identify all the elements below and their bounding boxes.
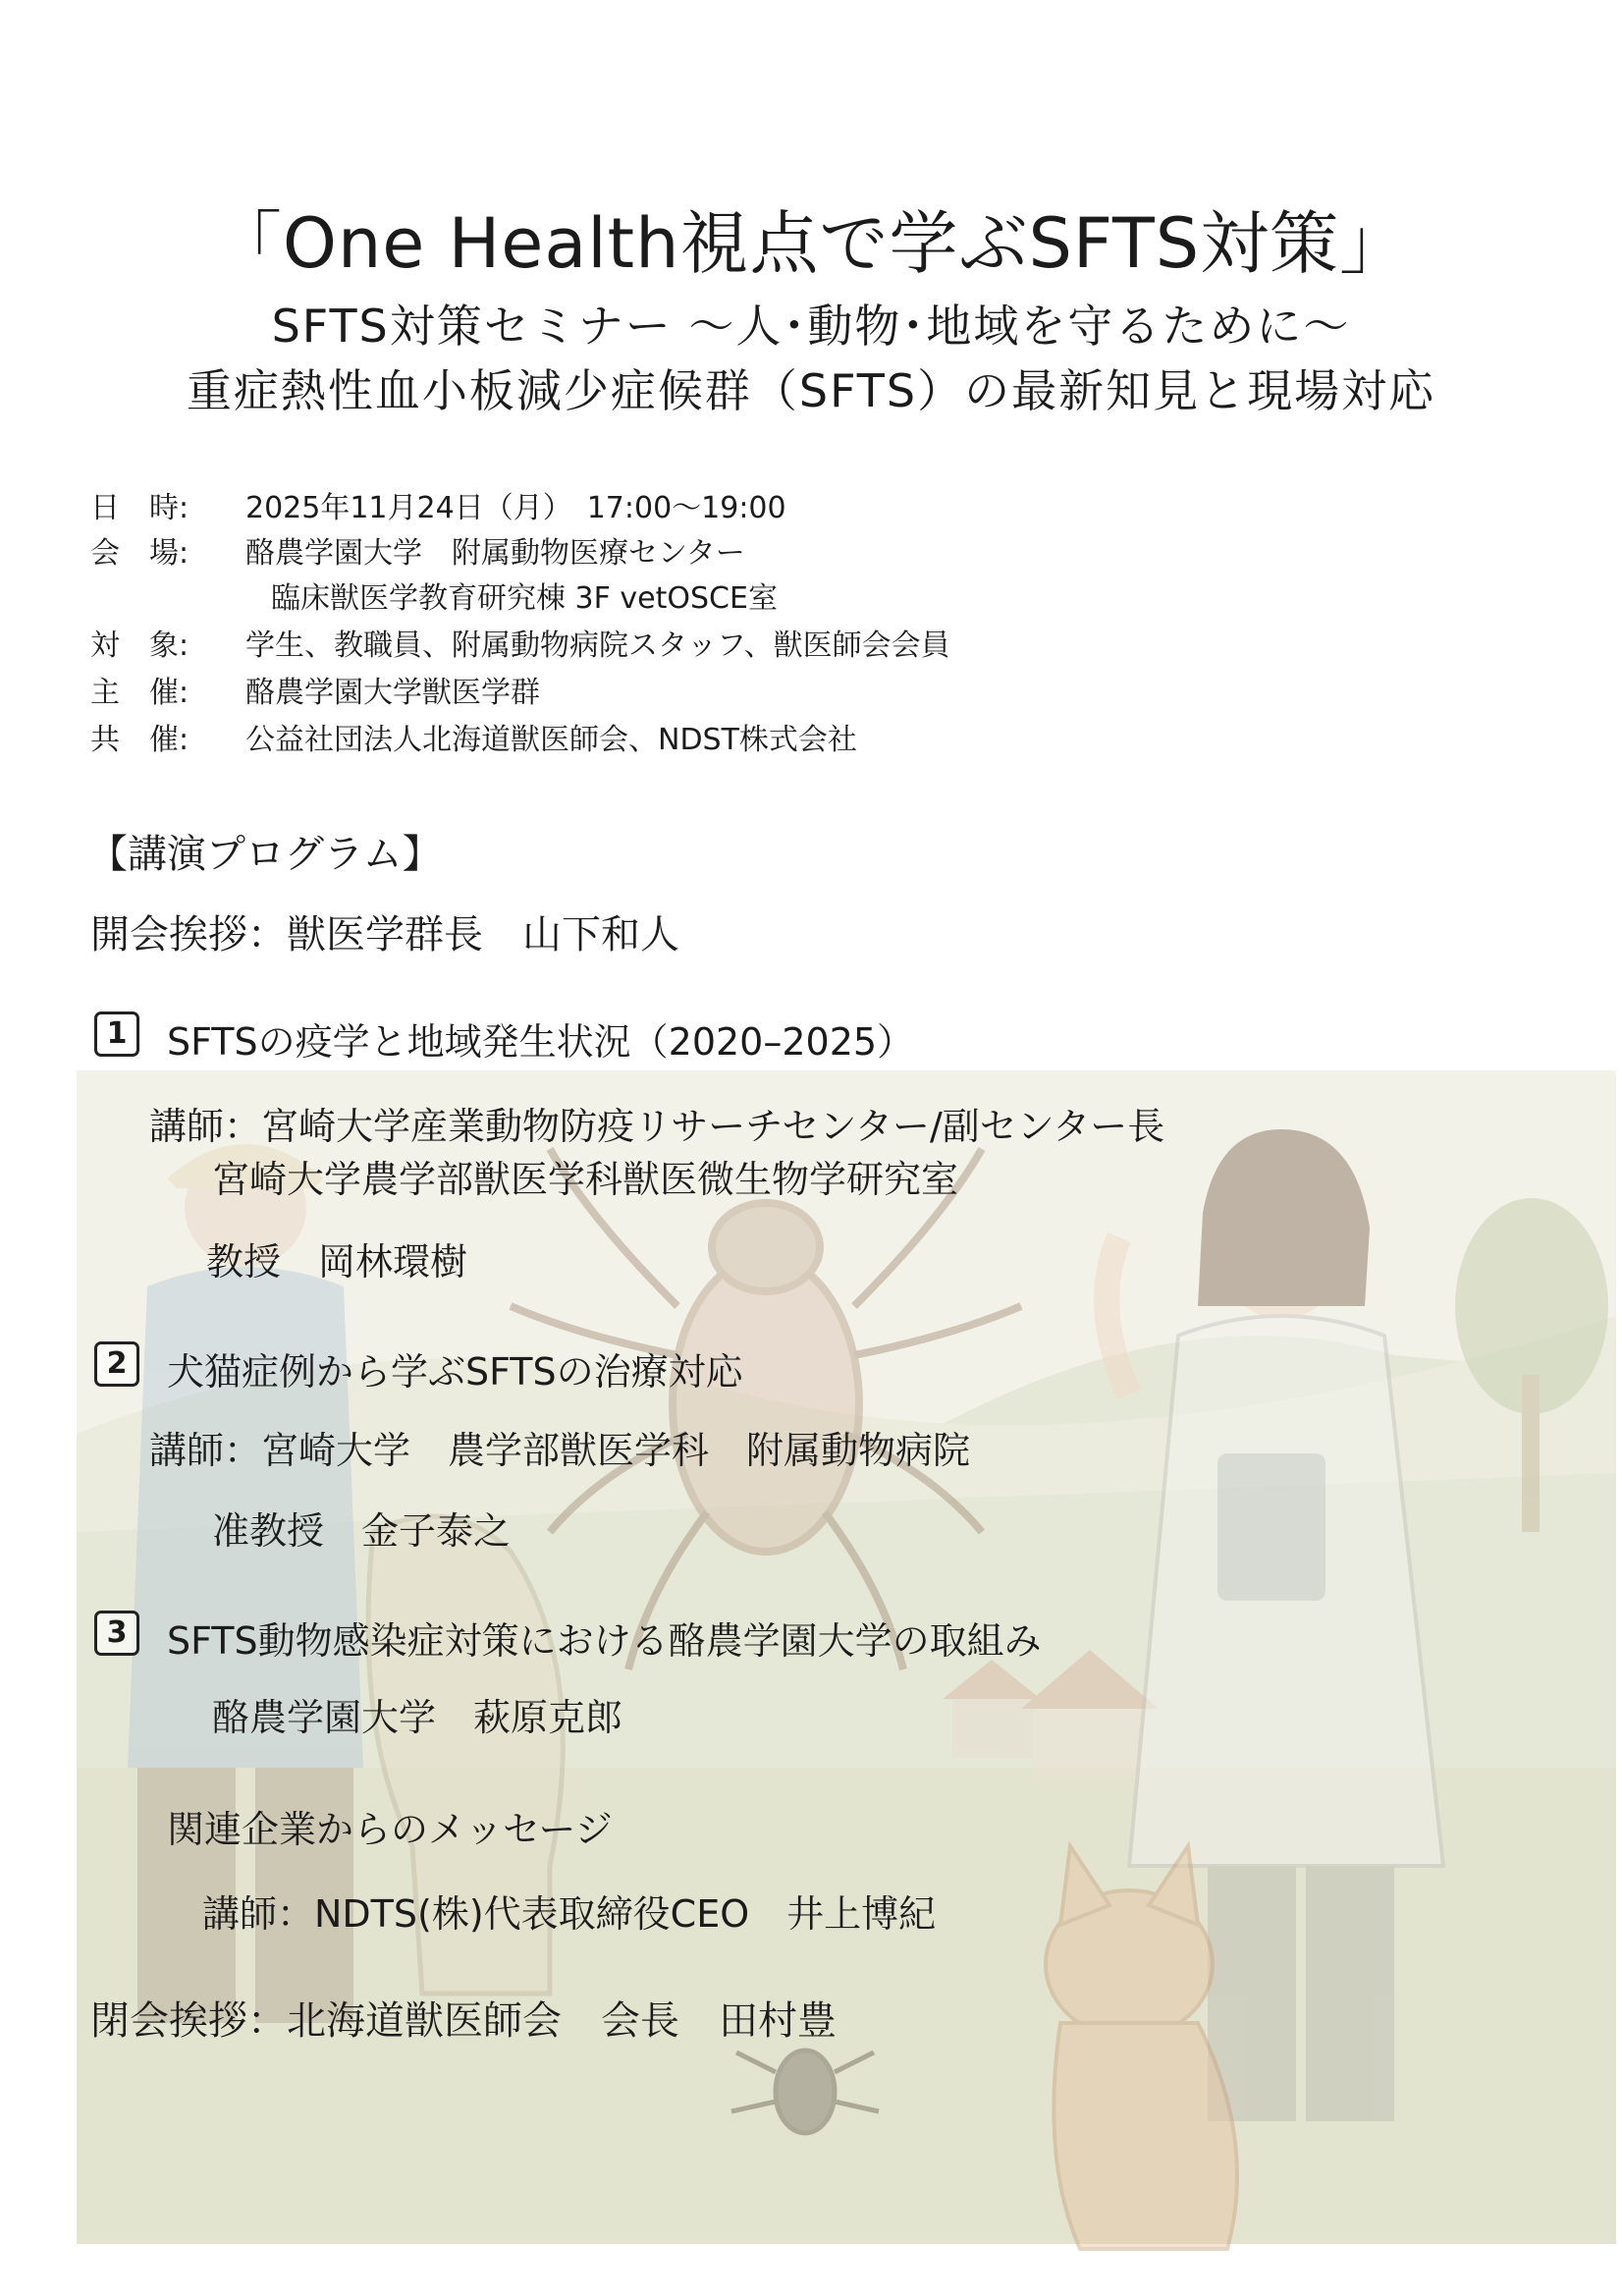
talk-2-title: 犬猫症例から学ぶSFTSの治療対応 xyxy=(167,1350,743,1394)
audience-label: 対 象: xyxy=(90,629,189,663)
talk-1-number-badge: 1 xyxy=(94,1011,139,1057)
page-subtitle-2: 重症熱性血小板減少症候群（SFTS）の最新知見と現場対応 xyxy=(186,364,1436,417)
talk-3-number-badge: 3 xyxy=(94,1611,139,1656)
sponsor-heading: 関連企業からのメッセージ xyxy=(167,1808,613,1851)
talk-1-name-line: 教授 岡林環樹 xyxy=(206,1240,468,1284)
talk-2-number-badge: 2 xyxy=(94,1341,139,1387)
coorganizer-value: 公益社団法人北海道獣医師会、NDST株式会社 xyxy=(245,723,857,757)
opening-remarks: 開会挨拶：獣医学群長 山下和人 xyxy=(90,912,679,957)
page-title: 「One Health視点で学ぶSFTS対策」 xyxy=(212,203,1410,284)
organizer-label: 主 催: xyxy=(90,676,189,710)
venue-value-1: 酪農学園大学 附属動物医療センター xyxy=(245,536,745,571)
talk-1-speaker-line: 講師：宮崎大学産業動物防疫リサーチセンター/副センター長 xyxy=(149,1105,1165,1148)
audience-value: 学生、教職員、附属動物病院スタッフ、獣医師会会員 xyxy=(245,629,950,663)
talk-3-speaker-line: 酪農学園大学 萩原克郎 xyxy=(212,1696,623,1739)
program-heading: 【講演プログラム】 xyxy=(88,832,442,877)
datetime-label: 日 時: xyxy=(90,491,189,525)
page-subtitle: SFTS対策セミナー ～人･動物･地域を守るために～ xyxy=(271,300,1351,353)
talk-3-title: SFTS動物感染症対策における酪農学園大学の取組み xyxy=(167,1619,1042,1663)
talk-2-speaker-line: 講師：宮崎大学 農学部獣医学科 附属動物病院 xyxy=(149,1429,971,1472)
talk-2-name-line: 准教授 金子泰之 xyxy=(212,1509,512,1553)
datetime-value: 2025年11月24日（月） 17:00～19:00 xyxy=(245,491,786,525)
talk-1-affiliation-line: 宮崎大学農学部獣医学科獣医微生物学研究室 xyxy=(212,1158,959,1201)
venue-value-2: 臨床獣医学教育研究棟 3F vetOSCE室 xyxy=(271,581,778,616)
coorganizer-label: 共 催: xyxy=(90,723,189,757)
organizer-value: 酪農学園大学獣医学群 xyxy=(245,676,540,710)
closing-remarks: 閉会挨拶：北海道獣医師会 会長 田村豊 xyxy=(90,1998,837,2044)
sponsor-speaker: 講師：NDTS(株)代表取締役CEO 井上博紀 xyxy=(202,1892,937,1936)
talk-1-title: SFTSの疫学と地域発生状況（2020–2025） xyxy=(167,1020,915,1064)
venue-label: 会 場: xyxy=(90,536,189,571)
